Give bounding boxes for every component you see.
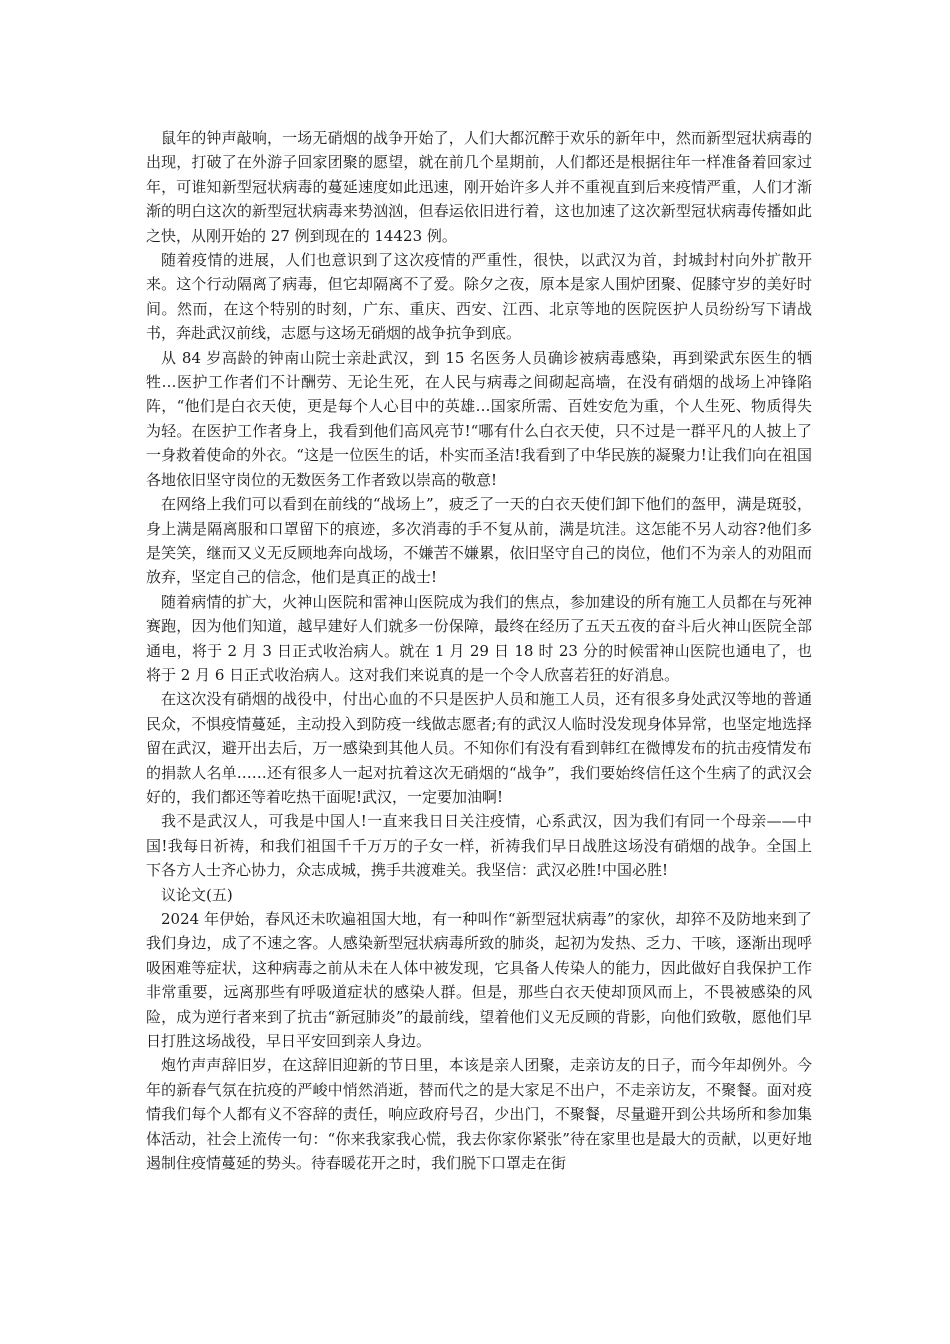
paragraph-1: 鼠年的钟声敲响，一场无硝烟的战争开始了，人们大都沉醉于欢乐的新年中，然而新型冠状病毒的出现，打破了在外游子回家团聚的愿望，就在前几个星期前，人们都还是根据往年一样准备着回家过年，可谁知新型冠状病毒的蔓延速度如此迅速，刚开始许多人并不重视直到后来疫情严重，人们才渐渐的明白这次的新型冠状病毒来势汹汹，但春运依旧进行着，这也加速了这次新型冠状病毒传播如此之快，从刚开始的 27 例到现在的 14423 例。	[146, 129, 812, 245]
paragraph-5: 随着病情的扩大，火神山医院和雷神山医院成为我们的焦点，参加建设的所有施工人员都在与死神赛跑，因为他们知道，越早建好人们就多一份保障，最终在经历了五天五夜的奋斗后火神山医院全部通电，将于 2 月 3 日正式收治病人。就在 1 月 29 日 18 时 23 分的时候雷神山医院也通电了，也将于 2 月 6 日正式收治病人。这对我们来说真的是一个令人欣喜若狂的好消息。	[146, 592, 812, 684]
paragraph-6: 在这次没有硝烟的战役中，付出心血的不只是医护人员和施工人员，还有很多身处武汉等地的普通民众，不惧疫情蔓延，主动投入到防疫一线做志愿者;有的武汉人临时没发现身体异常，也坚定地选择留在武汉，避开出去后，万一感染到其他人员。不知你们有没有看到韩红在微博发布的抗击疫情发布的捐款人名单……还有很多人一起对抗着这次无硝烟的“战争”，我们要始终信任这个生病了的武汉会好的，我们都还等着吃热干面呢!武汉，一定要加油啊!	[146, 690, 812, 806]
paragraph-9: 炮竹声声辞旧岁，在这辞旧迎新的节日里，本该是亲人团聚，走亲访友的日子，而今年却例外。今年的新春气氛在抗疫的严峻中悄然消逝，替而代之的是大家足不出户，不走亲访友，不聚餐。面对疫情我们每个人都有义不容辞的责任，响应政府号召，少出门，不聚餐，尽量避开到公共场所和参加集体活动，社会上流传一句：“你来我家我心慌，我去你家你紧张”待在家里也是最大的贡献，以更好地遏制住疫情蔓延的势头。待春暖花开之时，我们脱下口罩走在街	[146, 1056, 812, 1173]
paragraph-7: 我不是武汉人，可我是中国人!一直来我日日关注疫情，心系武汉，因为我们有同一个母亲——中国!我每日祈祷，和我们祖国千千万万的子女一样，祈祷我们早日战胜这场没有硝烟的战争。全国上下各方人士齐心协力，众志成城，携手共渡难关。我坚信：武汉必胜!中国必胜!	[146, 812, 812, 880]
section-heading: 议论文(五)	[161, 885, 233, 904]
paragraph-8: 2024 年伊始，春风还未吹遍祖国大地，有一种叫作“新型冠状病毒”的家伙，却猝不及防地来到了我们身边，成了不速之客。人感染新型冠状病毒所致的肺炎，起初为发热、乏力、干咳，逐渐出现呼吸困难等症状，这种病毒之前从未在人体中被发现，它具备人传染人的能力，因此做好自我保护工作非常重要，远离那些有呼吸道症状的感染人群。但是，那些白衣天使却顶风而上，不畏被感染的风险，成为逆行者来到了抗击“新冠肺炎”的最前线，望着他们义无反顾的背影，向他们致敬，愿他们早日打胜这场战役，早日平安回到亲人身边。	[146, 910, 812, 1051]
document-body	[146, 126, 812, 1175]
paragraph-4: 在网络上我们可以看到在前线的“战场上”，疲乏了一天的白衣天使们卸下他们的盔甲，满是斑驳，身上满是隔离服和口罩留下的痕迹，多次消毒的手不复从前，满是坑洼。这怎能不另人动容?他们多是笑笑，继而又义无反顾地奔向战场，不嫌苦不嫌累，依旧坚守自己的岗位，他们不为亲人的劝阻而放弃，坚定自己的信念，他们是真正的战士!	[146, 495, 812, 587]
paragraph-2: 随着疫情的进展，人们也意识到了这次疫情的严重性，很快，以武汉为首，封城封村向外扩散开来。这个行动隔离了病毒，但它却隔离不了爱。除夕之夜，原本是家人围炉团聚、促膝守岁的美好时间。然而，在这个特别的时刻，广东、重庆、西安、江西、北京等地的医院医护人员纷纷写下请战书，奔赴武汉前线，志愿与这场无硝烟的战争抗争到底。	[146, 251, 812, 343]
paragraph-3: 从 84 岁高龄的钟南山院士亲赴武汉，到 15 名医务人员确诊被病毒感染，再到梁武东医生的牺牲…医护工作者们不计酬劳、无论生死，在人民与病毒之间砌起高墙，在没有硝烟的战场上冲锋陷阵，“他们是白衣天使，更是每个人心目中的英雄…国家所需、百姓安危为重，个人生死、物质得失为轻。在医护工作者身上，我看到他们高风亮节!“哪有什么白衣天使，只不过是一群平凡的人披上了一身救着使命的外衣。“这是一位医生的话，朴实而圣洁!我看到了中华民族的凝聚力!让我们向在祖国各地依旧坚守岗位的无数医务工作者致以崇高的敬意!	[146, 348, 812, 489]
